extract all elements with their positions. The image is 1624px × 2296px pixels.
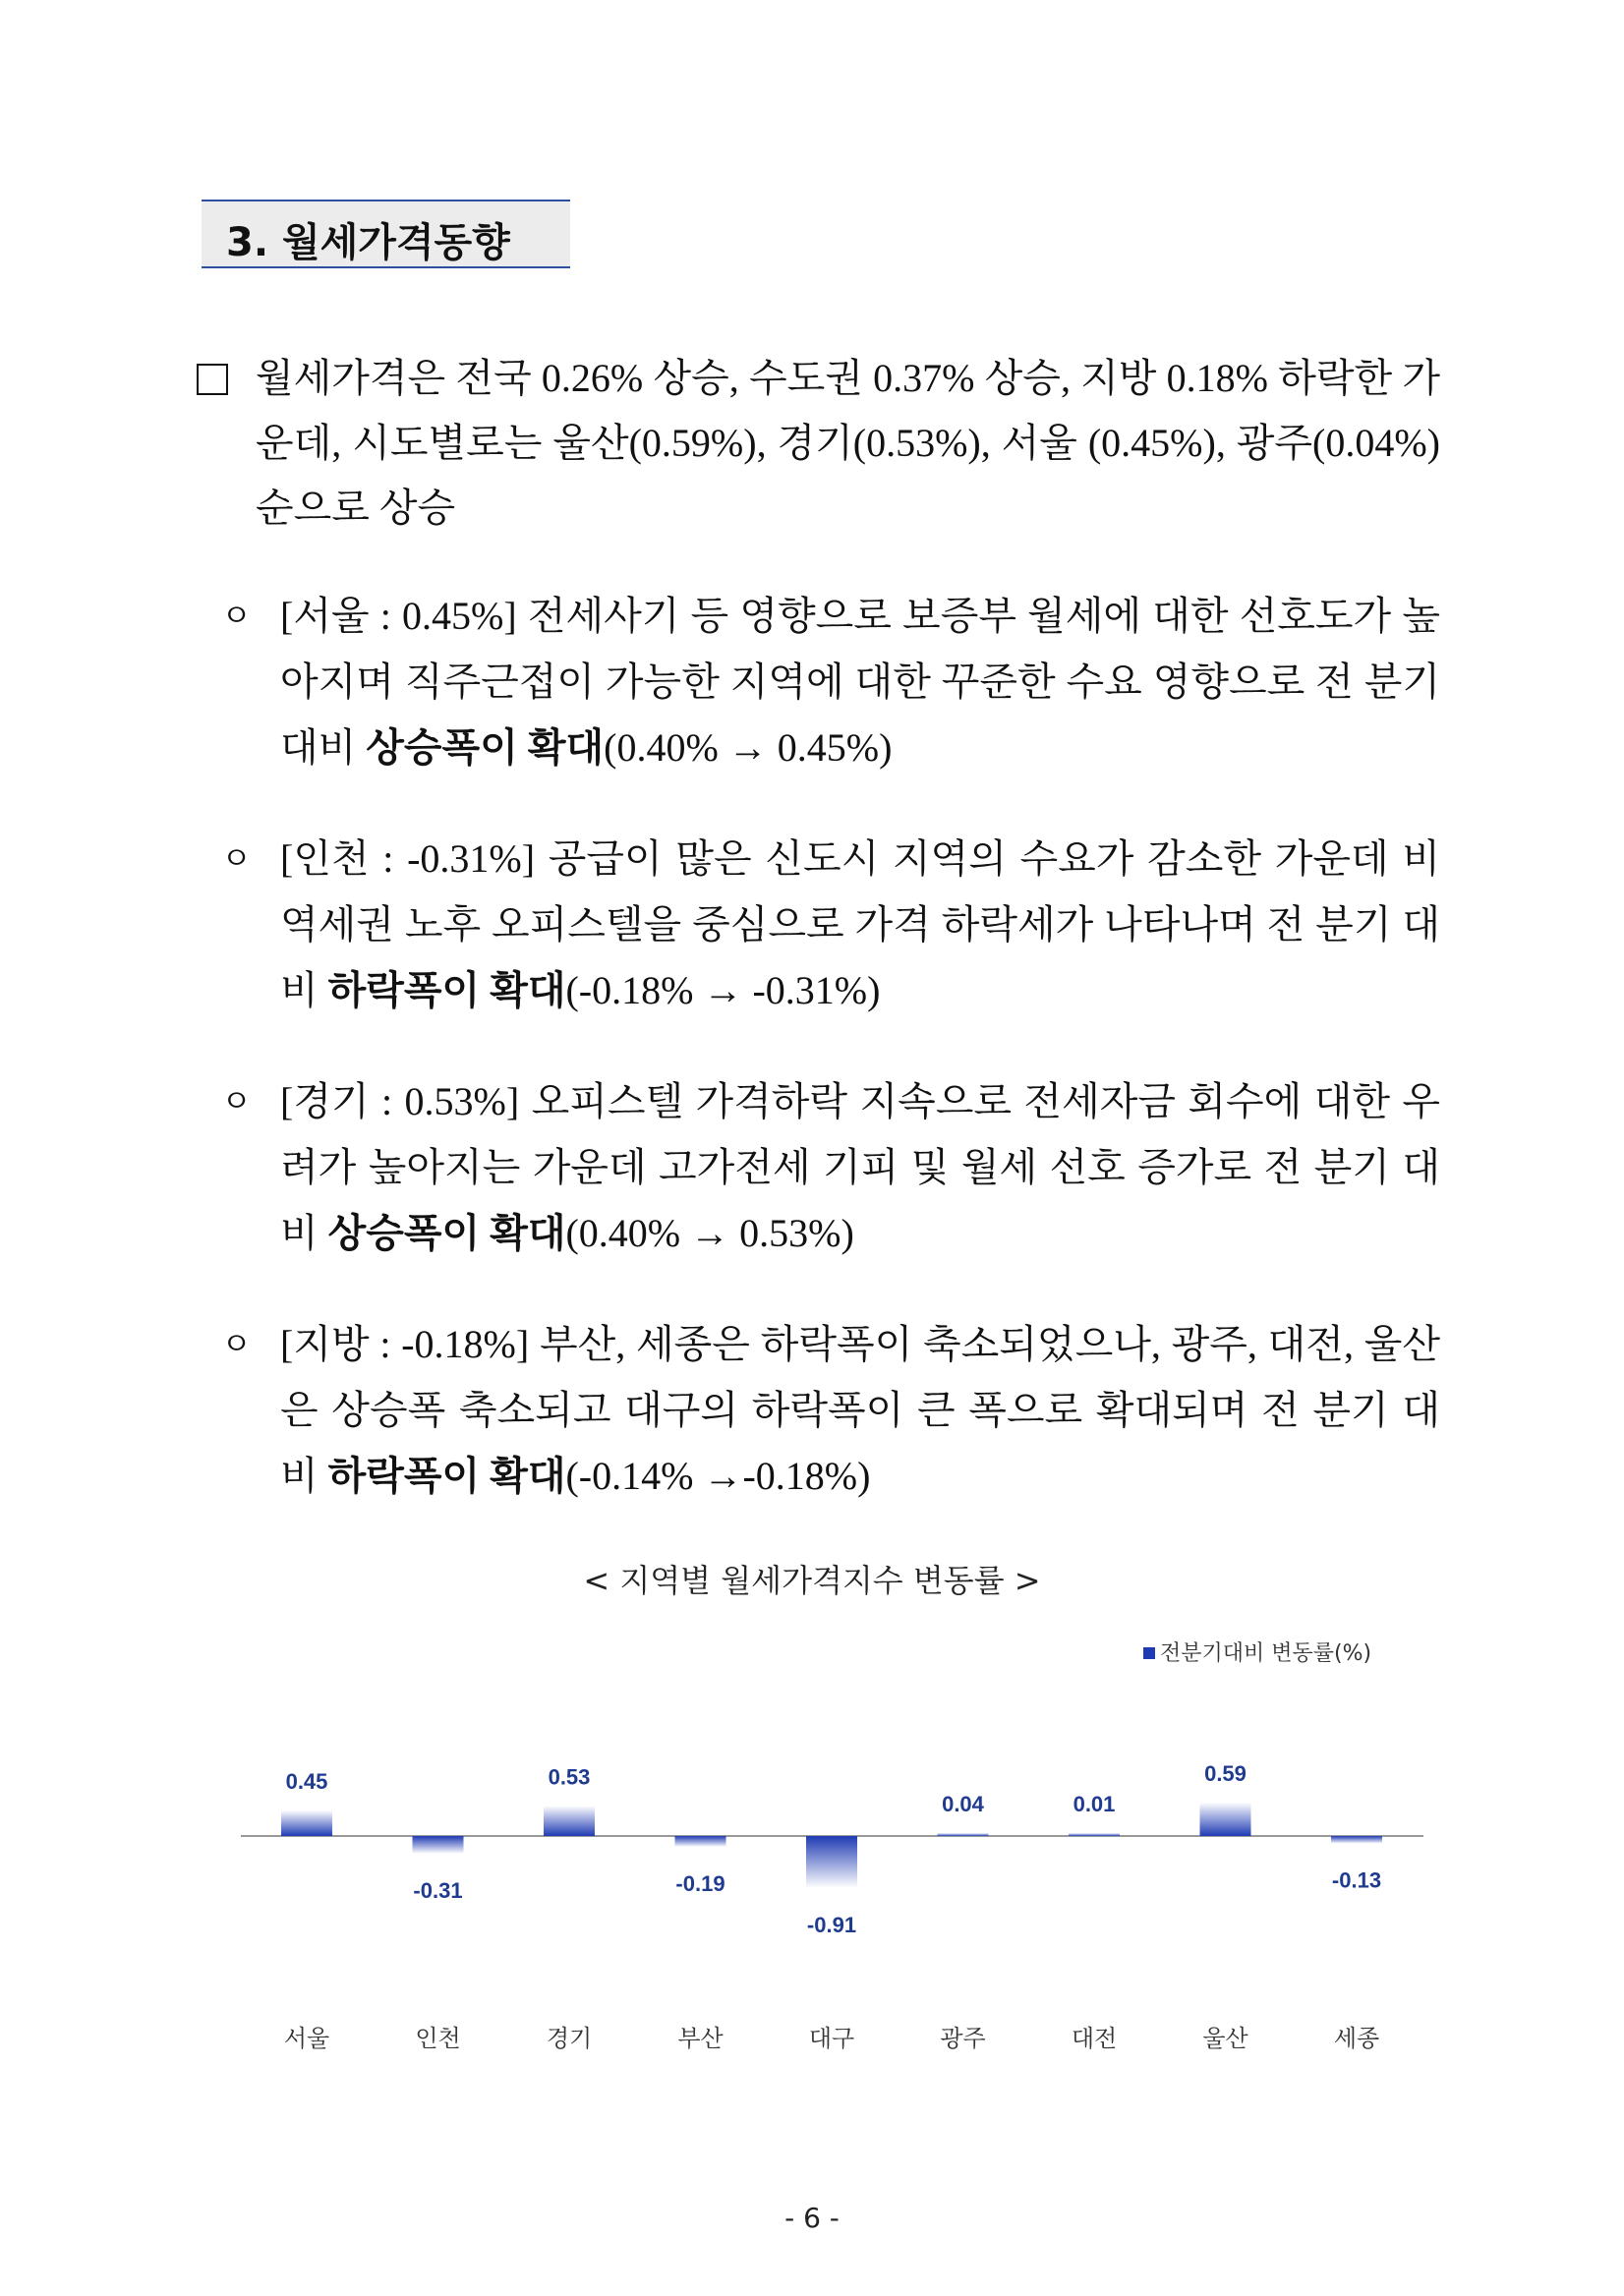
bar-value-label: 0.53 xyxy=(548,1764,591,1790)
bullet-emphasis: 하락폭이 확대 xyxy=(327,1454,566,1498)
bar-value-label: 0.59 xyxy=(1204,1760,1247,1786)
category-label: 대구 xyxy=(808,2025,855,2052)
bullet-body: 전세사기 등 영향으로 보증부 월세에 대한 선호도가 높아지며 직주근접이 가능한 지역에 대한 꾸준한 수요 영향으로 전 분기 대비 xyxy=(280,594,1440,770)
bullet-body: 부산, 세종은 하락폭이 축소되었으나, 광주, 대전, 울산은 상승폭 축소되고 대구의 하락폭이 큰 폭으로 확대되며 전 분기 대비 xyxy=(280,1322,1440,1498)
bar-부산 xyxy=(675,1836,726,1847)
bullet-emphasis: 하락폭이 확대 xyxy=(327,968,566,1012)
bar-세종 xyxy=(1331,1836,1382,1844)
bullet-head: [지방 : -0.18%] xyxy=(280,1322,530,1366)
bullet-tail: (-0.14% →-0.18%) xyxy=(565,1454,871,1498)
circle-bullet-icon: ㅇ xyxy=(221,1082,252,1119)
chart-caption: < 지역별 월세가격지수 변동률 > xyxy=(583,1562,1041,1599)
bullet-tail: (0.40% → 0.53%) xyxy=(565,1211,854,1255)
bullet-emphasis: 상승폭이 확대 xyxy=(366,725,605,770)
bar-value-label: -0.19 xyxy=(675,1871,725,1897)
summary-text: 월세가격은 전국 0.26% 상승, 수도권 0.37% 상승, 지방 0.18% 하락한 가운데, 시도별로는 울산(0.59%), 경기(0.53%), 서울 (0.45%), 광주(0.04%) 순으로 상승 xyxy=(256,356,1440,530)
category-label: 세종 xyxy=(1333,2025,1380,2052)
category-label: 부산 xyxy=(677,2025,724,2052)
bar-대구 xyxy=(806,1836,857,1888)
bar-value-label: 0.45 xyxy=(285,1768,328,1794)
bar-value-label: 0.01 xyxy=(1073,1792,1116,1816)
bullet-tail: (-0.18% → -0.31%) xyxy=(565,968,881,1012)
bar-인천 xyxy=(413,1836,464,1854)
bar-value-label: 0.04 xyxy=(942,1792,984,1816)
bar-경기 xyxy=(544,1806,595,1836)
category-label: 광주 xyxy=(940,2025,986,2052)
section-title: 3. 월세가격동향 xyxy=(226,220,510,265)
bar-value-label: -0.91 xyxy=(806,1912,857,1937)
category-label: 대전 xyxy=(1071,2025,1118,2052)
bar-광주 xyxy=(938,1833,989,1836)
category-label: 인천 xyxy=(415,2025,461,2052)
bar-value-label: -0.13 xyxy=(1331,1867,1382,1893)
circle-bullet-icon: ㅇ xyxy=(221,839,252,877)
category-label: 경기 xyxy=(546,2025,593,2052)
circle-bullet-icon: ㅇ xyxy=(221,597,252,634)
bar-대전 xyxy=(1069,1833,1120,1836)
bullet-head: [서울 : 0.45%] xyxy=(280,594,517,638)
legend-label: 전분기대비 변동률(%) xyxy=(1160,1641,1372,1666)
page-number: - 6 - xyxy=(784,2202,840,2234)
bullet-tail: (0.40% → 0.45%) xyxy=(604,725,893,770)
circle-bullet-icon: ㅇ xyxy=(221,1325,252,1362)
bullet-body: 공급이 많은 신도시 지역의 수요가 감소한 가운데 비역세권 노후 오피스텔을 중심으로 가격 하락세가 나타나며 전 분기 대비 xyxy=(280,836,1440,1012)
bullet-body: 오피스텔 가격하락 지속으로 전세자금 회수에 대한 우려가 높아지는 가운데 고가전세 기피 및 월세 선호 증가로 전 분기 대비 xyxy=(280,1079,1441,1255)
bar-서울 xyxy=(281,1810,332,1836)
bullet-emphasis: 상승폭이 확대 xyxy=(327,1211,566,1255)
category-label: 서울 xyxy=(283,2025,330,2052)
category-label: 울산 xyxy=(1202,2025,1248,2052)
legend-swatch xyxy=(1143,1647,1155,1659)
bullet-head: [경기 : 0.53%] xyxy=(280,1079,520,1123)
bullet-head: [인천 : -0.31%] xyxy=(280,836,536,881)
bar-울산 xyxy=(1200,1803,1251,1836)
bar-value-label: -0.31 xyxy=(413,1877,463,1903)
